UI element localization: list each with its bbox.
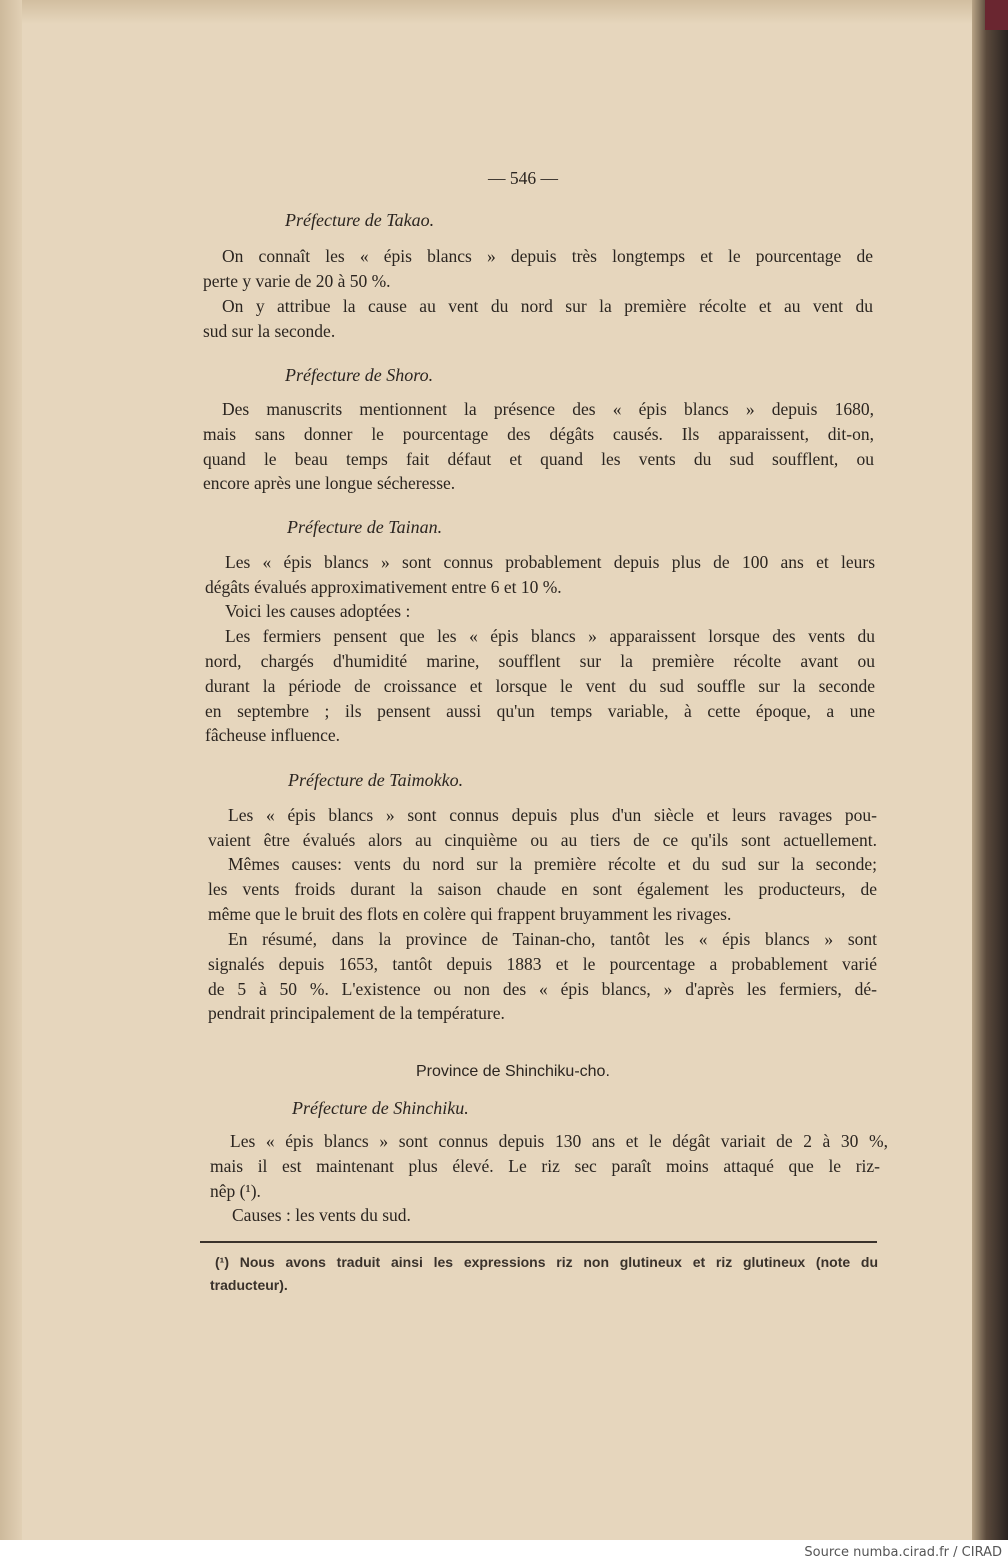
text-line: Causes : les vents du sud. (232, 1205, 411, 1225)
text-line: fâcheuse influence. (205, 725, 341, 745)
page-left-shadow (0, 0, 22, 1540)
section-heading: Préfecture de Shinchiku. (292, 1098, 469, 1118)
text-line: Les « épis blancs » sont connus depuis plus d'un siècle et leurs ravages pou- (228, 805, 877, 825)
text-line: dégâts évalués approximativement entre 6 et 10 %. (205, 577, 562, 597)
text-line: On y attribue la cause au vent du nord sur la première récolte et au vent du (222, 296, 873, 316)
section-heading: Préfecture de Takao. (285, 210, 435, 230)
text-line: pendrait principalement de la température. (208, 1003, 505, 1023)
province-heading: Province de Shinchiku-cho. (416, 1063, 610, 1080)
text-line: encore après une longue sécheresse. (203, 473, 456, 493)
text-line: de 5 à 50 %. L'existence ou non des « épis blancs, » d'après les fermiers, dé- (208, 979, 877, 999)
text-line: nêp (¹). (210, 1181, 261, 1201)
book-binding (972, 0, 1008, 1540)
text-line: En résumé, dans la province de Tainan-cho, tantôt les « épis blancs » sont (228, 929, 877, 949)
text-line: Des manuscrits mentionnent la présence des « épis blancs » depuis 1680, (222, 399, 874, 419)
text-line: mais sans donner le pourcentage des dégâts causés. Ils apparaissent, dit-on, (203, 424, 874, 444)
text-line: sud sur la seconde. (203, 321, 336, 341)
text-line: nord, chargés d'humidité marine, soufflent sur la première récolte avant ou (205, 651, 875, 671)
text-line: perte y varie de 20 à 50 %. (203, 271, 391, 291)
section-heading: Préfecture de Shoro. (285, 365, 434, 385)
footnote-divider (200, 1241, 877, 1243)
binding-ribbon (985, 0, 1008, 30)
page-top-shadow (0, 0, 1008, 24)
text-line: même que le bruit des flots en colère qui frappent bruyamment les rivages. (208, 904, 732, 924)
text-line: Mêmes causes: vents du nord sur la première récolte et du sud sur la seconde; (228, 854, 877, 874)
page-number: — 546 — (488, 168, 558, 188)
text-line: durant la période de croissance et lorsque le vent du sud souffle sur la seconde (205, 676, 875, 696)
text-line: signalés depuis 1653, tantôt depuis 1883 et le pourcentage a probablement varié (208, 954, 877, 974)
text-line: en septembre ; ils pensent aussi qu'un temps variable, à cette époque, a une (205, 701, 875, 721)
text-line: vaient être évalués alors au cinquième ou au tiers de ce qu'ils sont actuellement. (208, 830, 877, 850)
text-line: les vents froids durant la saison chaude en sont également les producteurs, de (208, 879, 877, 899)
text-line: Les fermiers pensent que les « épis blancs » apparaissent lorsque des vents du (225, 626, 875, 646)
footnote-line: (¹) Nous avons traduit ainsi les expressions riz non glutineux et riz glutineux (note du (215, 1254, 878, 1270)
section-heading: Préfecture de Tainan. (287, 517, 443, 537)
source-credit: Source numba.cirad.fr / CIRAD (804, 1545, 1002, 1560)
text-line: Les « épis blancs » sont connus probablement depuis plus de 100 ans et leurs (225, 552, 875, 572)
footnote-line: traducteur). (210, 1277, 288, 1293)
text-line: Les « épis blancs » sont connus depuis 130 ans et le dégât variait de 2 à 30 %, (230, 1131, 888, 1151)
text-line: Voici les causes adoptées : (225, 601, 411, 621)
text-line: On connaît les « épis blancs » depuis très longtemps et le pourcentage de (222, 246, 873, 266)
text-line: quand le beau temps fait défaut et quand les vents du sud soufflent, ou (203, 449, 874, 469)
text-line: mais il est maintenant plus élevé. Le riz sec paraît moins attaqué que le riz- (210, 1156, 880, 1176)
section-heading: Préfecture de Taimokko. (288, 770, 464, 790)
